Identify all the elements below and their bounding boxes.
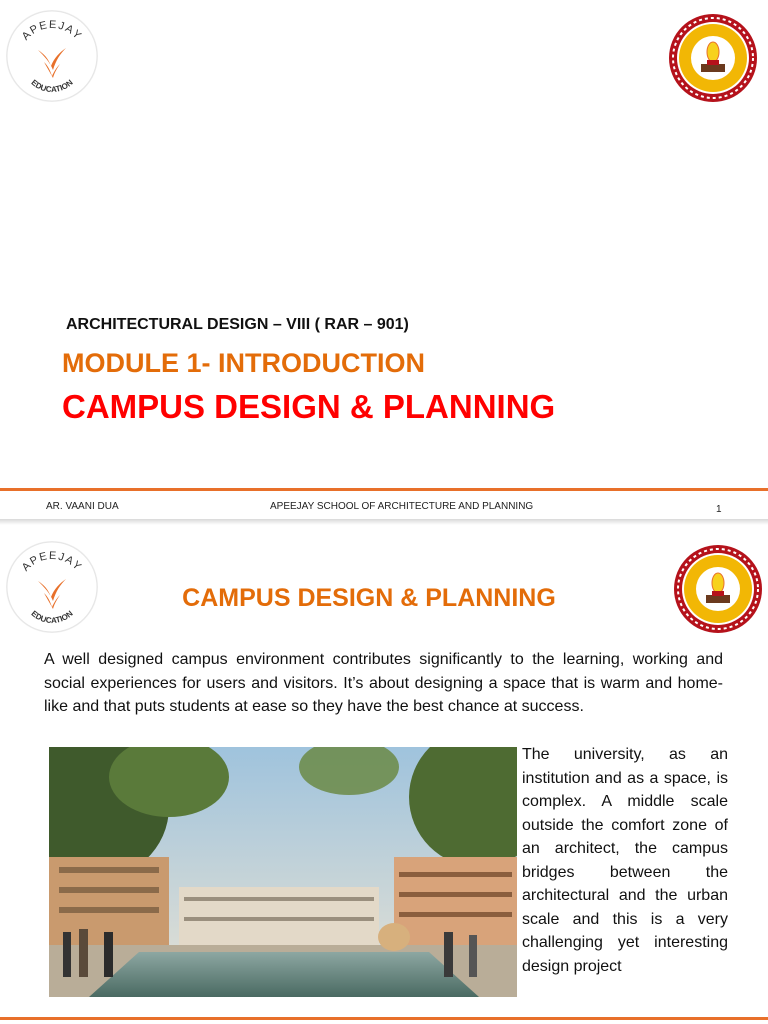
logo-top-text: APEEJAY — [19, 549, 85, 574]
apeejay-logo — [6, 10, 98, 102]
slide-2 — [0, 531, 768, 1024]
module-title: MODULE 1- INTRODUCTION — [62, 348, 425, 378]
university-seal-icon — [667, 12, 759, 104]
footer-divider — [0, 488, 768, 491]
logo-bottom-text: EDUCATION — [29, 608, 75, 626]
side-paragraph: The university, as an institution and as a space, is complex. A middle scale outside the comfort zone of an architect, the campus bridges between the architectural and the urban scale and this is a very challenging yet interesting design project — [522, 746, 728, 975]
course-title: ARCHITECTURAL DESIGN – VIII ( RAR – 901) — [66, 316, 409, 333]
footer-school: APEEJAY SCHOOL OF ARCHITECTURE AND PLANNING — [270, 501, 534, 512]
slide-title: CAMPUS DESIGN & PLANNING — [182, 584, 556, 612]
logo-bottom-text: EDUCATION — [29, 77, 75, 95]
page-number: 1 — [716, 504, 722, 515]
main-title: CAMPUS DESIGN & PLANNING — [62, 388, 556, 425]
footer-author: AR. VAANI DUA — [46, 501, 119, 512]
slide-separator — [0, 519, 768, 525]
campus-rendering-image — [49, 747, 517, 997]
footer-divider — [0, 1017, 768, 1020]
intro-paragraph: A well designed campus environment contributes significantly to the learning, working and social experiences for users and visitors. It’s about designing a space that is warm and home-like and that puts students at ease so they have the best chance at success. — [44, 651, 723, 715]
apeejay-bird-icon — [6, 10, 98, 102]
logo-top-text: APEEJAY — [19, 18, 85, 43]
aktu-seal — [667, 12, 759, 104]
